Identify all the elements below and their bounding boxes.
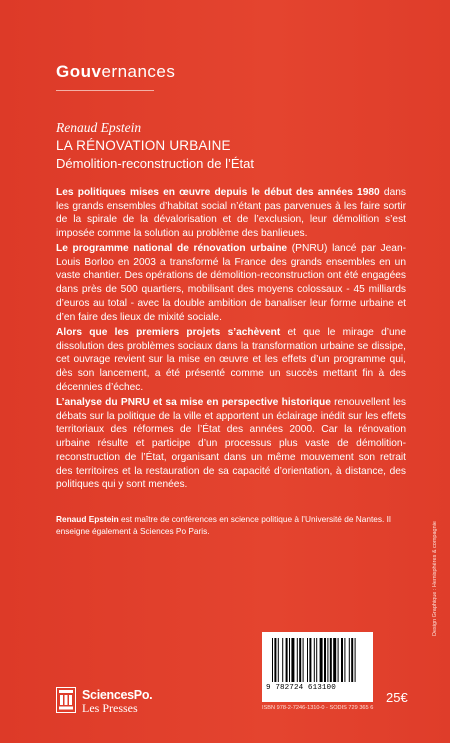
paragraph-1-text: dans les grands ensembles d’habitat social n’étant pas parvenues à les faire sortir de la spirale de la dévalorisation et de l’exclusion, leur démolition s’est imposée comme la solution au problème des banlieues.	[56, 187, 407, 240]
isbn-line: ISBN 978-2-7246-1310-0 - SODIS 729 365 6	[262, 705, 374, 711]
publisher-name: SciencesPo.	[82, 688, 153, 702]
price: 25€	[386, 690, 408, 705]
paragraph-2	[56, 242, 406, 324]
publisher-logo	[56, 687, 176, 715]
author-bio-name: Renaud Epstein	[56, 514, 119, 524]
series-divider	[56, 90, 154, 91]
barcode	[262, 632, 373, 702]
series-name-rest: ernances	[101, 62, 176, 81]
paragraph-2-text: (PNRU) lancé par Jean-Louis Borloo en 2003 a transformé la France des grands ensembles en un vaste chantier. Des opérations de démolition-reconstruction ont été engagées dans près de 500 quartiers, mobilisant des moyens colossaux - 45 milliards d’euros au total - avec la double ambition de banaliser leur forme urbaine et d’en faire des lieux de mixité sociale.	[56, 243, 406, 323]
paragraph-3-text: et que le mirage d’une dissolution des problèmes sociaux dans la transformation urbaine se dissipe, cet ouvrage revient sur la mise en œuvre et les effets d’un programme qui, dès son lancement, a été présenté comme un succès mettant fin à des décennies d’échec.	[56, 327, 406, 393]
series-name-bold: Gouv	[56, 62, 102, 81]
design-credit: Design Graphique : Hemisphères & compagnie	[432, 521, 438, 636]
paragraph-4	[56, 396, 406, 492]
paragraph-2-lead: Le programme national de rénovation urbaine	[56, 243, 288, 254]
paragraph-4-text: renouvellent les débats sur la politique de la ville et apportent un éclairage inédit sur les effets territoriaux des réformes de l’État des années 2000. Car la rénovation urbaine résulte et participe d’un processus plus vaste de démolition-reconstruction de l’État, organisant dans un même mouvement son retrait des territoires et la restauration de sa capacité d’orientation, à distance, des politiques qui y sont menées.	[56, 397, 406, 491]
paragraph-3	[56, 326, 406, 395]
publisher-emblem-icon	[56, 687, 76, 713]
barcode-digits: 9 782724 613100	[266, 684, 336, 692]
paragraph-1-lead: Les politiques mises en œuvre depuis le début des années 1980	[56, 187, 380, 198]
paragraph-4-lead: L’analyse du PNRU et sa mise en perspective historique	[56, 397, 331, 408]
book-title: LA RÉNOVATION URBAINE	[56, 138, 231, 153]
author-bio-text: est maître de conférences en science politique à l’Université de Nantes. Il enseigne également à Sciences Po Paris.	[56, 514, 391, 536]
paragraph-3-lead: Alors que les premiers projets s’achèvent	[56, 327, 281, 338]
series-name	[56, 62, 175, 82]
barcode-bars	[262, 632, 373, 684]
author-name: Renaud Epstein	[56, 120, 142, 135]
book-subtitle: Démolition-reconstruction de l’État	[56, 156, 254, 171]
author-bio	[56, 513, 396, 537]
publisher-imprint: Les Presses	[82, 701, 138, 715]
paragraph-1	[56, 186, 406, 241]
